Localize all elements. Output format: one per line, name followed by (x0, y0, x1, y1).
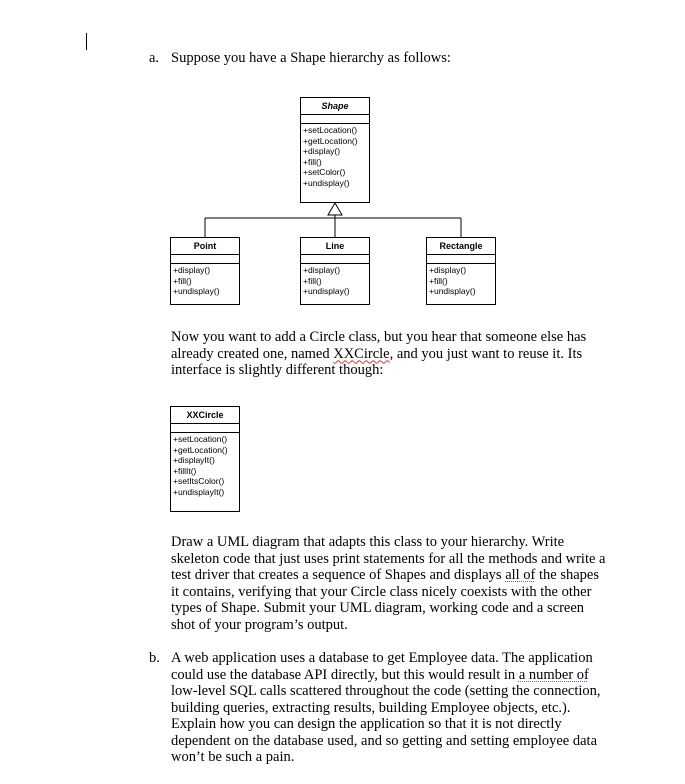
text-line: A web application uses a database to get Employee data. The application (171, 650, 593, 666)
class-name-rectangle: Rectangle (427, 238, 495, 255)
operations-rectangle (427, 264, 495, 298)
intro-line: Suppose you have a Shape hierarchy as follows: (171, 50, 451, 66)
text-run: already created one, named (171, 345, 334, 362)
operations-xxcircle (171, 433, 239, 498)
question-b-text (171, 650, 611, 766)
attributes-point (171, 255, 239, 264)
operation: +display() (303, 146, 341, 156)
text-line: Now you want to add a Circle class, but you hear that someone else has (171, 329, 587, 345)
operation: +setColor() (303, 167, 346, 177)
attributes-rectangle (427, 255, 495, 264)
uml-class-rectangle (426, 237, 496, 305)
text-line: Draw a UML diagram that adapts this class to your hierarchy. Write (171, 534, 565, 550)
operation: +fill() (173, 275, 192, 286)
operations-point (171, 264, 239, 298)
item-marker-a: a. (149, 50, 160, 66)
operation: +setLocation() (173, 434, 228, 444)
operation: +getLocation() (303, 135, 358, 146)
class-name-line: Line (301, 238, 369, 255)
paragraph-task (171, 534, 611, 633)
class-name-point: Point (171, 238, 239, 255)
uml-class-xxcircle (170, 406, 240, 512)
operations-line (301, 264, 369, 298)
text-line (171, 667, 611, 684)
class-name-shape: Shape (301, 98, 369, 115)
operation: +display() (429, 265, 467, 275)
operation: +display() (303, 265, 341, 275)
operation: +undisplay() (173, 286, 220, 296)
text-line: building queries, extracting results, building Employee objects, etc.). (171, 699, 571, 716)
uml-class-shape (300, 97, 370, 203)
text-run: could use the database API directly, but this would result in (171, 666, 519, 683)
text-line (171, 346, 611, 363)
operation: +setItsColor() (173, 476, 225, 486)
text-line: interface is slightly different though: (171, 362, 384, 378)
operation: +displayIt() (173, 455, 215, 465)
attributes-line (301, 255, 369, 264)
text-run: the shapes (535, 567, 600, 583)
grammar-mark-all-of: all of (505, 567, 536, 583)
attributes-xxcircle (171, 424, 239, 433)
operation: +fill() (429, 275, 448, 286)
generalization-arrowhead (328, 203, 342, 215)
text-line (171, 567, 611, 584)
class-name-xxcircle: XXCircle (171, 407, 239, 424)
operation: +fill() (303, 275, 322, 286)
item-marker-b: b. (149, 650, 160, 666)
text-line: won’t be such a pain. (171, 749, 295, 765)
operation: +undisplay() (303, 286, 350, 296)
text-line: shot of your program’s output. (171, 616, 348, 633)
operation: +fillIt() (173, 465, 197, 476)
uml-class-point (170, 237, 240, 305)
text-run: test driver that creates a sequence of Shapes and displays (171, 567, 506, 583)
text-line: it contains, verifying that your Circle class nicely coexists with the other (171, 583, 592, 600)
attributes-shape (301, 115, 369, 124)
operation: +undisplayIt() (173, 486, 225, 497)
text-line: types of Shape. Submit your UML diagram, working code and a screen (171, 600, 585, 616)
text-line: Explain how you can design the application so that it is not directly (171, 716, 562, 732)
operation: +setLocation() (303, 125, 358, 135)
operations-shape (301, 124, 369, 189)
text-line: low-level SQL calls scattered throughout the code (setting the connection, (171, 683, 601, 699)
text-line: dependent on the database used, and so getting and setting employee data (171, 732, 598, 749)
operation: +undisplay() (303, 177, 350, 188)
uml-class-line (300, 237, 370, 305)
operation: +undisplay() (429, 286, 476, 296)
operation: +display() (173, 265, 211, 275)
grammar-mark-a-number-of: a number of (518, 666, 589, 683)
text-line: skeleton code that just uses print statements for all the methods and write a (171, 550, 606, 567)
operation: +fill() (303, 156, 322, 167)
spellcheck-word-xxcircle: XXCircle (333, 345, 390, 362)
operation: +getLocation() (173, 444, 228, 455)
text-run: , and you just want to reuse it. Its (389, 345, 583, 362)
paragraph-circle (171, 329, 611, 379)
